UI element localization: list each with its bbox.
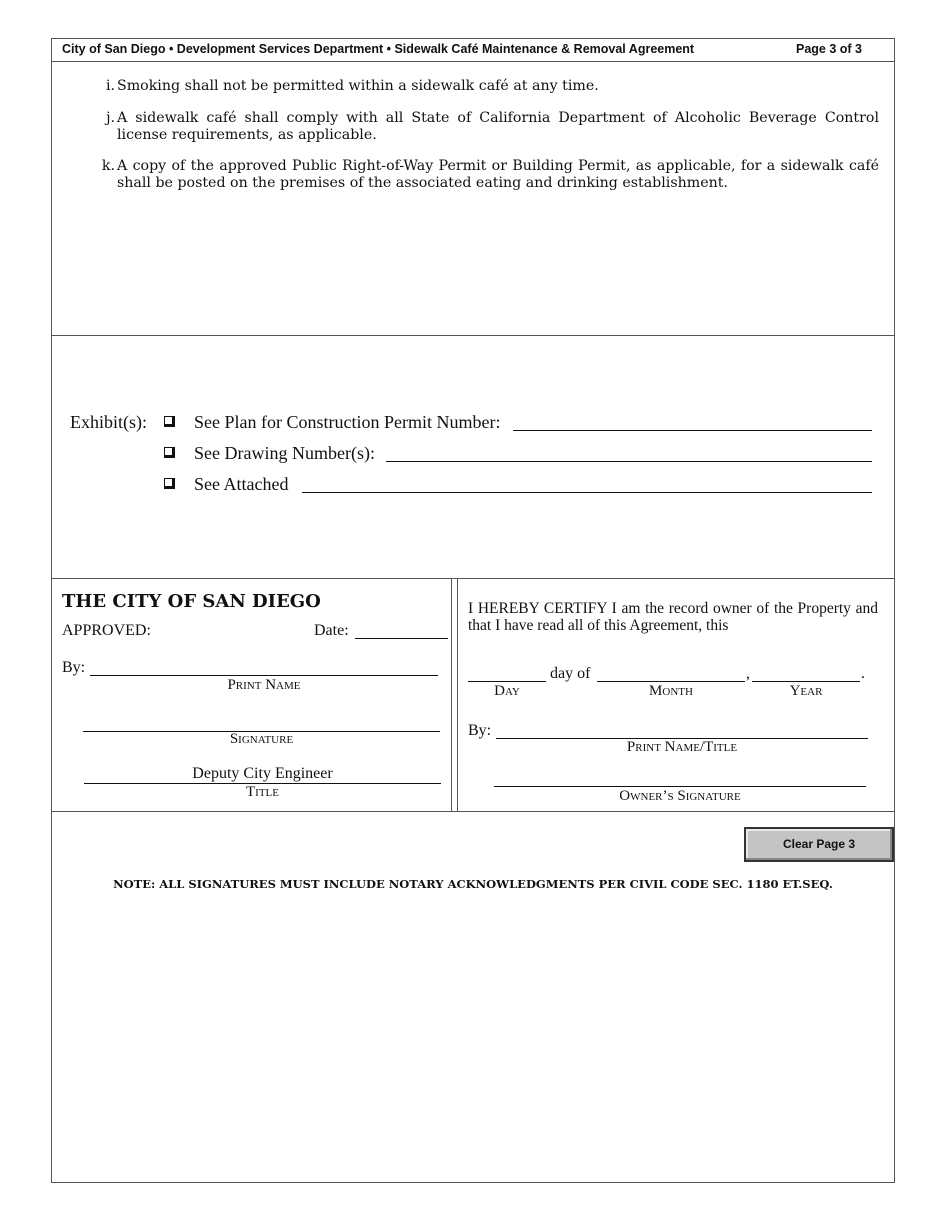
- clause-i: [97, 78, 879, 95]
- signature-caption: Signature: [229, 731, 294, 747]
- print-name-field[interactable]: [90, 675, 438, 676]
- drawing-number-field[interactable]: [386, 461, 872, 462]
- exhibit-text: See Plan for Construction Permit Number:: [194, 412, 501, 432]
- title-value: Deputy City Engineer: [192, 765, 333, 782]
- owner-signature-caption: Owner’s Signature: [619, 788, 741, 804]
- owner-signature-field[interactable]: [494, 786, 866, 787]
- year-caption: Year: [789, 683, 823, 699]
- header-title: City of San Diego • Development Services Department • Sidewalk Café Maintenance & Removal Agreement: [62, 42, 695, 56]
- exhibit-text: See Drawing Number(s):: [194, 443, 375, 463]
- date-field[interactable]: [355, 638, 448, 639]
- clause-j: [97, 110, 879, 143]
- title-caption: Title: [246, 784, 279, 800]
- drawing-checkbox[interactable]: [164, 447, 175, 458]
- divider: [52, 811, 894, 812]
- day-of-label: day of: [550, 665, 591, 682]
- exhibits-label: Exhibit(s):: [70, 412, 147, 432]
- page-header: [52, 39, 894, 62]
- clear-page-button[interactable]: Clear Page 3: [744, 827, 894, 862]
- exhibits-section: [52, 336, 894, 579]
- day-field[interactable]: [468, 681, 546, 682]
- plan-checkbox[interactable]: [164, 416, 175, 427]
- owner-by-label: By:: [468, 722, 492, 739]
- certify-text: I HEREBY CERTIFY I am the record owner of the Property and that I have read all of this Agreement, this: [468, 600, 878, 634]
- exhibit-text: See Attached: [194, 474, 289, 494]
- clause-k: [97, 158, 879, 191]
- plan-number-field[interactable]: [513, 430, 872, 431]
- exhibit-row-attached: [164, 474, 872, 496]
- clause-text: Smoking shall not be permitted within a sidewalk café at any time.: [117, 78, 599, 94]
- comma: ,: [746, 665, 750, 682]
- approved-label: APPROVED:: [62, 622, 151, 639]
- city-signature-block: [52, 578, 452, 812]
- page-number: Page 3 of 3: [796, 42, 862, 56]
- print-name-title-caption: Print Name/Title: [626, 739, 738, 755]
- attached-checkbox[interactable]: [164, 478, 175, 489]
- clauses-section: [52, 62, 894, 336]
- form-page: [51, 38, 895, 1183]
- exhibit-row-plan: [164, 412, 872, 434]
- year-field[interactable]: [752, 681, 860, 682]
- clause-label: j.: [106, 110, 115, 126]
- notary-note: NOTE: ALL SIGNATURES MUST INCLUDE NOTARY ACKNOWLEDGMENTS PER CIVIL CODE SEC. 1180 ET.SEQ.: [113, 877, 833, 891]
- owner-signature-block: [457, 578, 895, 812]
- clause-label: k.: [101, 158, 115, 174]
- month-field[interactable]: [597, 681, 745, 682]
- exhibit-row-drawing: [164, 443, 872, 465]
- by-label: By:: [62, 659, 86, 676]
- period: .: [861, 665, 865, 682]
- clause-text: A sidewalk café shall comply with all State of California Department of Alcoholic Beverage Control license requirements, as applicable.: [117, 110, 879, 143]
- day-caption: Day: [494, 683, 520, 699]
- clause-label: i.: [105, 78, 115, 94]
- clause-text: A copy of the approved Public Right-of-Way Permit or Building Permit, as applicable, for a sidewalk café shall be posted on the premises of the associated eating and drinking establishment.: [117, 158, 879, 191]
- date-label: Date:: [314, 622, 349, 639]
- print-name-caption: Print Name: [227, 677, 301, 693]
- attached-field[interactable]: [302, 492, 872, 493]
- month-caption: Month: [649, 683, 693, 699]
- city-title: THE CITY OF SAN DIEGO: [62, 591, 321, 612]
